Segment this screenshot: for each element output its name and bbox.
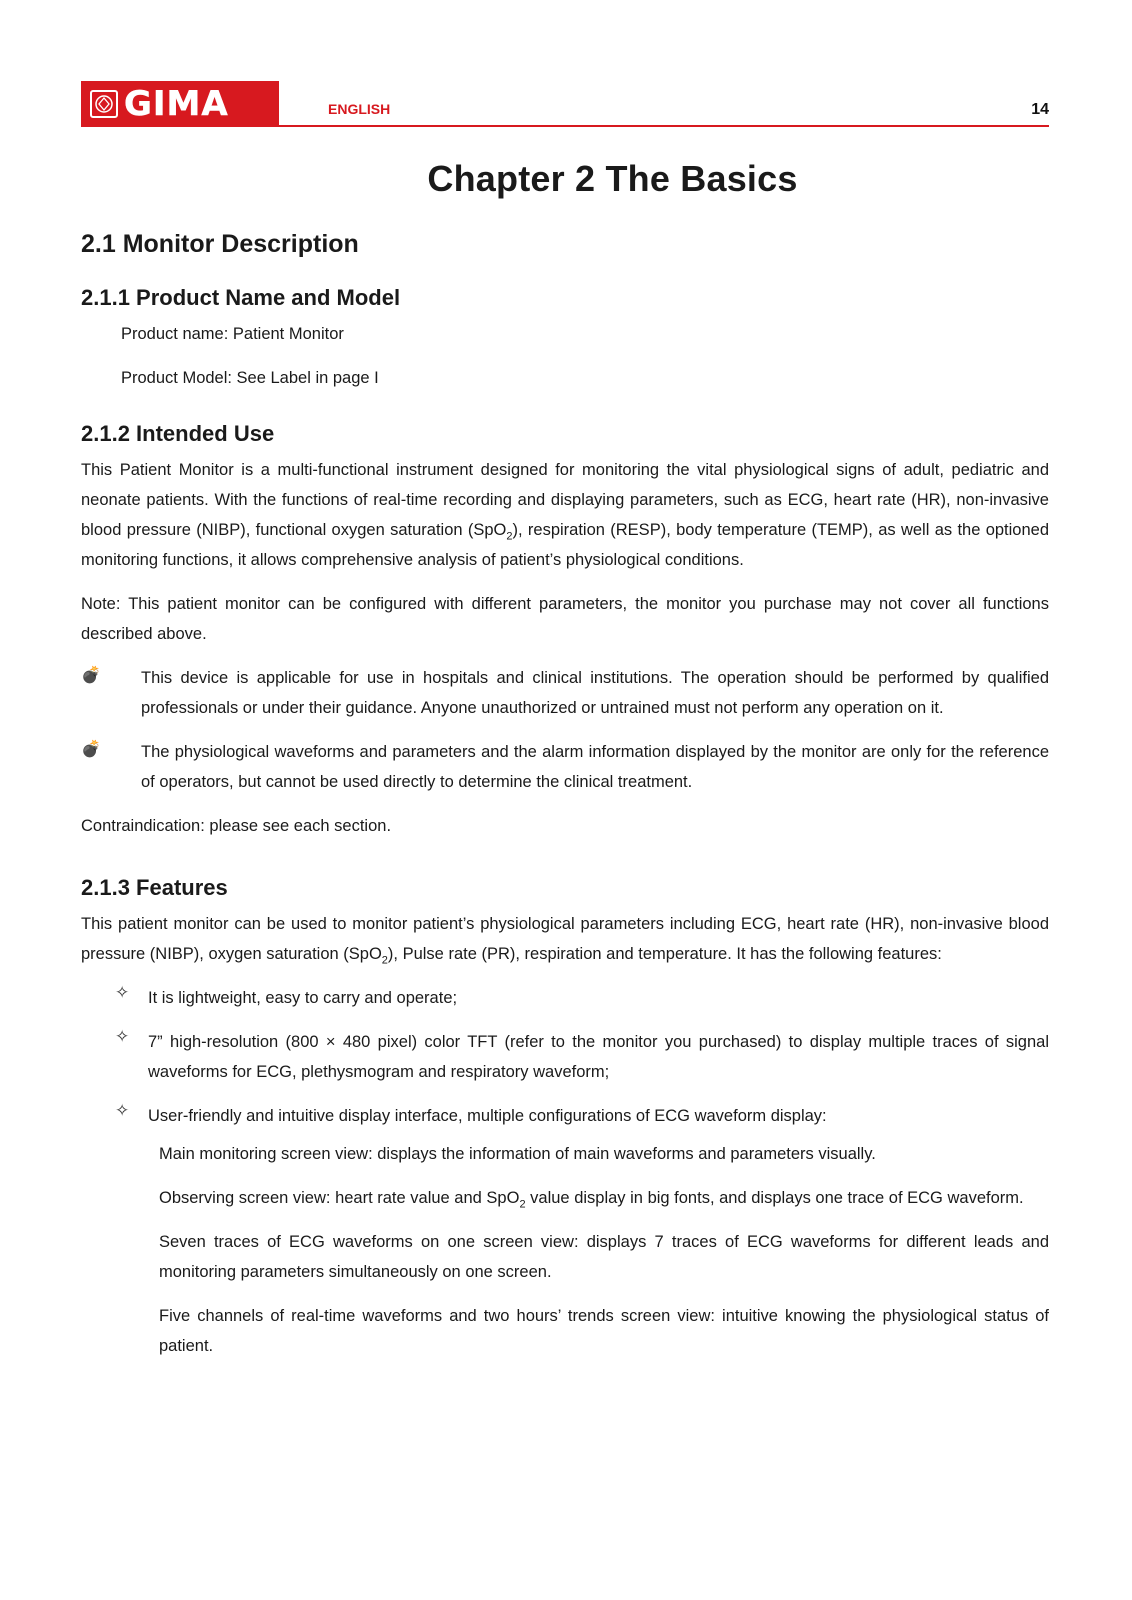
bomb-icon: 💣 [81,667,101,684]
section-heading-2-1-3: 2.1.3 Features [81,875,228,900]
list-item [81,663,1049,723]
sub-item-observing-view [81,1183,1049,1213]
sub-item-main-view: Main monitoring screen view: displays the information of main waveforms and parameters visually. [159,1145,876,1163]
list-item-text: This device is applicable for use in hospitals and clinical institutions. The operation should be performed by qualified professionals or under their guidance. Anyone unauthorized or untrained must not perform any operation on it. [141,669,1049,717]
chapter-title: Chapter 2 The Basics [427,158,798,199]
list-item [81,1027,1049,1087]
feature-text: User-friendly and intuitive display interface, multiple configurations of ECG waveform display: [148,1107,827,1125]
features-intro-paragraph [81,909,1049,969]
page-number: 14 [1031,101,1049,118]
subscript: 2 [506,530,513,543]
sub-item-seven-traces: Seven traces of ECG waveforms on one screen view: displays 7 traces of ECG waveforms for different leads and monitoring parameters simultaneously on one screen. [159,1233,1049,1281]
note-paragraph: Note: This patient monitor can be configured with different parameters, the monitor you purchase may not cover all functions described above. [81,595,1049,643]
contraindication-text: Contraindication: please see each section. [81,817,392,835]
four-point-star-icon: ✧ [115,1027,130,1046]
subscript: 2 [519,1198,526,1211]
intended-use-paragraph [81,455,1049,575]
sub-item-five-channels: Five channels of real-time waveforms and two hours’ trends screen view: intuitive knowing the physiological status of patient. [159,1307,1049,1355]
logo-text: GIMA [124,84,229,124]
four-point-star-icon: ✧ [115,983,130,1002]
page-content [81,150,1049,1361]
section-heading-2-1-2: 2.1.2 Intended Use [81,421,275,446]
page-header [81,81,1049,127]
features-intro-text-b: ), Pulse rate (PR), respiration and temperature. It has the following features: [387,945,942,963]
list-item [81,1101,1049,1131]
feature-text: It is lightweight, easy to carry and operate; [148,989,458,1007]
gima-emblem-icon [90,90,118,118]
observing-text-a: Observing screen view: heart rate value and SpO [159,1189,520,1207]
intended-use-text-a: This Patient Monitor is a multi-functional instrument designed for monitoring the vital physiological signs of adult, pediatric and neonate patients. With the functions of real-time recording and displaying parameters, such as ECG, heart rate (HR), non-invasive blood pressure (NIBP), functional oxygen saturation (SpO [81,461,1049,539]
intended-use-text-b: ), respiration (RESP), body temperature (TEMP), as well as the optioned monitoring functions, it allows comprehensive analysis of patient’s physiological conditions. [81,521,1050,569]
section-heading-2-1: 2.1 Monitor Description [81,230,359,258]
list-item [81,983,1049,1013]
language-label: ENGLISH [328,101,391,117]
feature-text: 7” high-resolution (800 × 480 pixel) color TFT (refer to the monitor you purchased) to display multiple traces of signal waveforms for ECG, plethysmogram and respiratory waveform; [148,1033,1049,1081]
features-intro-text-a: This patient monitor can be used to monitor patient’s physiological parameters including ECG, heart rate (HR), non-invasive blood pressure (NIBP), oxygen saturation (SpO [81,915,1049,963]
bomb-icon: 💣 [81,741,101,758]
four-point-star-icon: ✧ [115,1101,130,1120]
header-rule [279,125,1049,127]
list-item-text: The physiological waveforms and parameters and the alarm information displayed by the monitor are only for the reference of operators, but cannot be used directly to determine the clinical treatment. [141,743,1049,791]
section-heading-2-1-1: 2.1.1 Product Name and Model [81,285,401,310]
product-model-text: Product Model: See Label in page I [121,369,379,387]
product-name-text: Product name: Patient Monitor [121,325,344,343]
gima-logo [81,81,279,127]
list-item [81,737,1049,797]
observing-text-b: value display in big fonts, and displays one trace of ECG waveform. [525,1189,1024,1207]
subscript: 2 [381,954,388,967]
